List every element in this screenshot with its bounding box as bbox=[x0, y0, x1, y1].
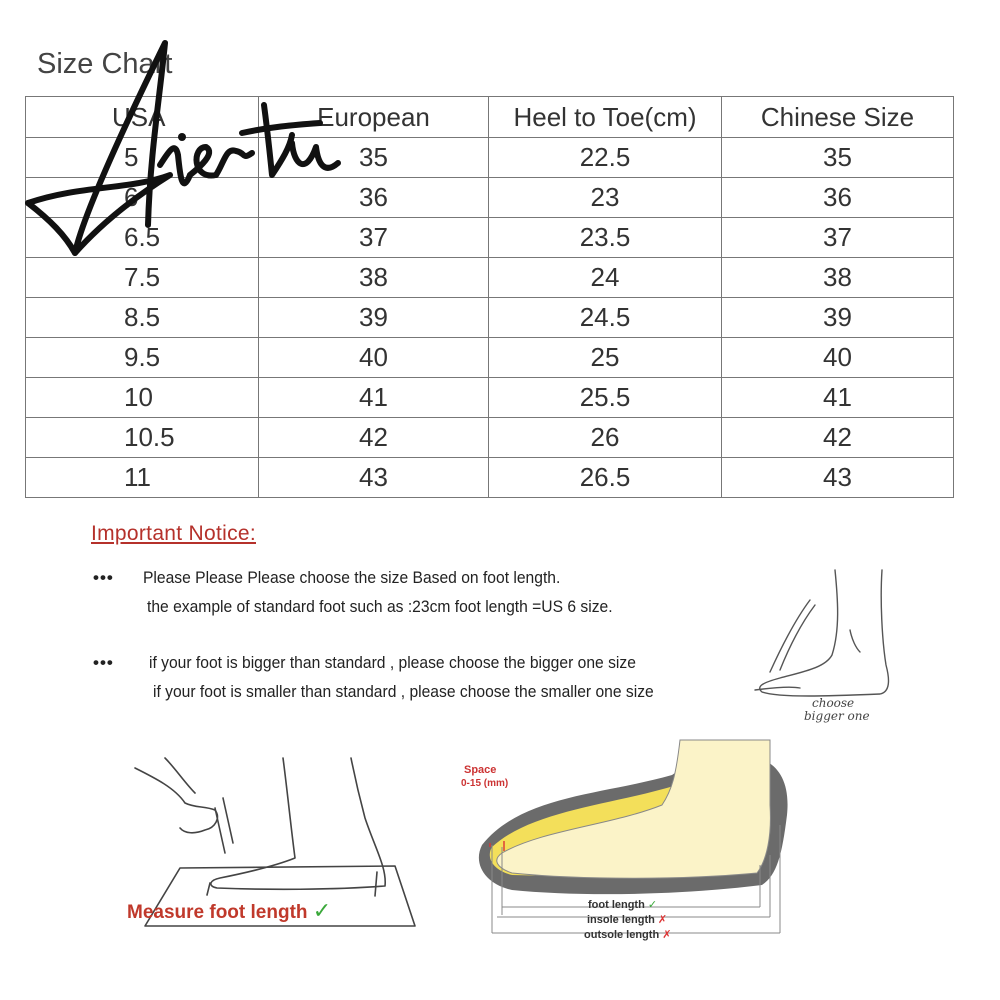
cell-usa: 11 bbox=[26, 458, 259, 498]
choose-bigger-line-2: bigger one bbox=[804, 709, 870, 723]
cell-european: 37 bbox=[259, 218, 489, 258]
cell-usa: 10 bbox=[26, 378, 259, 418]
insole-length-label bbox=[587, 913, 667, 926]
cell-european: 36 bbox=[259, 178, 489, 218]
notice-title: Important Notice: bbox=[91, 522, 256, 545]
check-icon: ✓ bbox=[647, 899, 658, 911]
cell-european: 40 bbox=[259, 338, 489, 378]
table-header-row bbox=[26, 97, 954, 138]
choose-bigger-label bbox=[804, 697, 870, 723]
cell-heel-to-toe: 24.5 bbox=[489, 298, 722, 338]
table-row bbox=[26, 418, 954, 458]
column-header-heel-to-toe: Heel to Toe(cm) bbox=[489, 97, 722, 138]
cell-heel-to-toe: 23 bbox=[489, 178, 722, 218]
size-chart-table bbox=[25, 96, 954, 498]
bullet-2: ••• bbox=[93, 653, 114, 672]
outsole-length-label bbox=[584, 928, 671, 941]
cross-icon: ✗ bbox=[657, 914, 668, 926]
space-label-line-1: Space bbox=[464, 764, 497, 776]
table-row bbox=[26, 138, 954, 178]
cell-usa: 6 bbox=[26, 178, 259, 218]
space-label-line-2: 0-15 (mm) bbox=[461, 778, 509, 789]
cell-chinese-size: 41 bbox=[722, 378, 954, 418]
column-header-usa: USA bbox=[26, 97, 259, 138]
cell-chinese-size: 40 bbox=[722, 338, 954, 378]
table-row bbox=[26, 338, 954, 378]
cell-european: 41 bbox=[259, 378, 489, 418]
cell-european: 38 bbox=[259, 258, 489, 298]
cell-heel-to-toe: 24 bbox=[489, 258, 722, 298]
cell-chinese-size: 35 bbox=[722, 138, 954, 178]
insole-length-text: insole length bbox=[587, 914, 655, 926]
cell-usa: 9.5 bbox=[26, 338, 259, 378]
cross-icon: ✗ bbox=[662, 929, 672, 941]
table-row bbox=[26, 178, 954, 218]
cell-chinese-size: 42 bbox=[722, 418, 954, 458]
foot-length-text: foot length bbox=[588, 899, 645, 911]
choose-bigger-line-1: choose bbox=[812, 696, 855, 710]
notice-line-4: if your foot is smaller than standard , please choose the smaller one size bbox=[153, 682, 654, 701]
measure-foot-label bbox=[127, 898, 331, 924]
table-row bbox=[26, 258, 954, 298]
cell-heel-to-toe: 25 bbox=[489, 338, 722, 378]
cell-usa: 8.5 bbox=[26, 298, 259, 338]
cell-european: 43 bbox=[259, 458, 489, 498]
cell-chinese-size: 36 bbox=[722, 178, 954, 218]
cell-usa: 7.5 bbox=[26, 258, 259, 298]
measure-foot-text: Measure foot length bbox=[127, 902, 308, 923]
cell-chinese-size: 38 bbox=[722, 258, 954, 298]
space-label bbox=[461, 764, 508, 789]
foot-length-label bbox=[588, 898, 657, 911]
cell-heel-to-toe: 22.5 bbox=[489, 138, 722, 178]
notice-line-2: the example of standard foot such as :23cm foot length =US 6 size. bbox=[147, 597, 613, 616]
cell-heel-to-toe: 26.5 bbox=[489, 458, 722, 498]
cell-heel-to-toe: 23.5 bbox=[489, 218, 722, 258]
cell-european: 39 bbox=[259, 298, 489, 338]
table-row bbox=[26, 298, 954, 338]
column-header-european: European bbox=[259, 97, 489, 138]
table-row bbox=[26, 378, 954, 418]
cell-chinese-size: 37 bbox=[722, 218, 954, 258]
notice-line-1: Please Please Please choose the size Based on foot length. bbox=[143, 568, 561, 587]
cell-usa: 6.5 bbox=[26, 218, 259, 258]
outsole-length-text: outsole length bbox=[584, 929, 660, 941]
cell-usa: 5 bbox=[26, 138, 259, 178]
cell-usa: 10.5 bbox=[26, 418, 259, 458]
table-row bbox=[26, 458, 954, 498]
cell-heel-to-toe: 25.5 bbox=[489, 378, 722, 418]
cell-chinese-size: 39 bbox=[722, 298, 954, 338]
cell-european: 42 bbox=[259, 418, 489, 458]
table-row bbox=[26, 218, 954, 258]
cell-heel-to-toe: 26 bbox=[489, 418, 722, 458]
column-header-chinese-size: Chinese Size bbox=[722, 97, 954, 138]
check-icon: ✓ bbox=[312, 898, 332, 923]
page-title: Size Chart bbox=[37, 48, 173, 80]
cell-chinese-size: 43 bbox=[722, 458, 954, 498]
cell-european: 35 bbox=[259, 138, 489, 178]
notice-line-3: if your foot is bigger than standard , please choose the bigger one size bbox=[149, 653, 636, 672]
bullet-1: ••• bbox=[93, 568, 114, 587]
